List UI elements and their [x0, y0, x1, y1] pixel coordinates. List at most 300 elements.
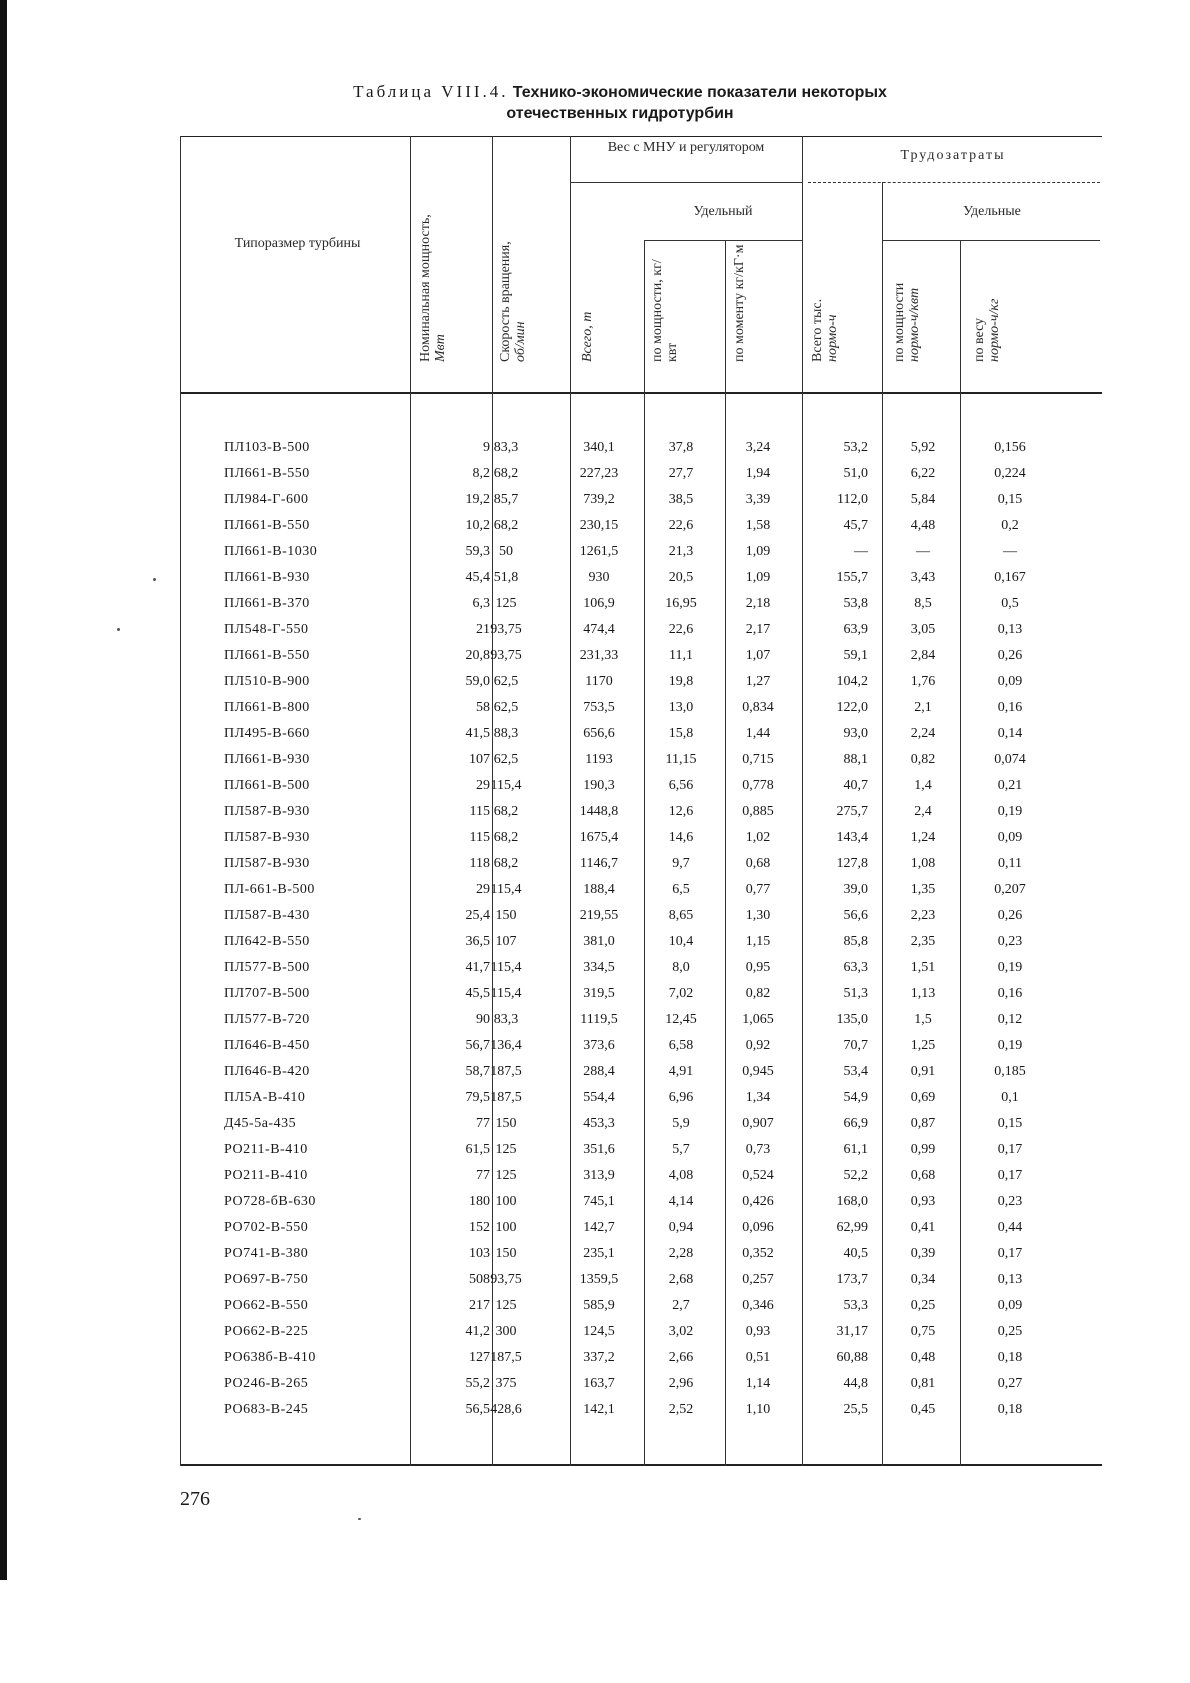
cell-power: 36,5 [465, 934, 490, 949]
cell-labor-per-weight: 0,2 [1001, 518, 1019, 533]
table-row [180, 799, 1102, 825]
cell-speed: 100 [495, 1194, 517, 1209]
cell-power: 180 [469, 1194, 490, 1209]
cell-labor-per-power: 1,76 [910, 674, 936, 689]
cell-weight-per-power: 37,8 [668, 440, 694, 455]
cell-weight-per-power: 2,68 [668, 1272, 694, 1287]
cell-labor-total: 52,2 [843, 1168, 868, 1183]
cell-labor-total: 155,7 [836, 570, 868, 585]
cell-labor-per-weight: 0,17 [997, 1142, 1023, 1157]
header-labor-total [810, 299, 840, 362]
cell-speed: 93,75 [490, 622, 522, 637]
cell-speed: 125 [495, 1168, 517, 1183]
cell-weight-total: 474,4 [583, 622, 615, 637]
cell-weight-total: 231,33 [579, 648, 619, 663]
cell-weight-per-moment: 0,73 [745, 1142, 771, 1157]
header-labor-per-weight-label: по весу [972, 317, 987, 362]
cell-labor-total: 93,0 [843, 726, 868, 741]
cell-turbine-type: ПЛ646-В-420 [224, 1064, 310, 1079]
cell-weight-per-power: 8,0 [672, 960, 690, 975]
cell-labor-per-weight: 0,23 [997, 934, 1023, 949]
cell-labor-per-power: 0,82 [910, 752, 936, 767]
cell-weight-per-power: 12,6 [668, 804, 694, 819]
table-title-line2: отечественных гидротурбин [506, 105, 734, 122]
table-row [180, 825, 1102, 851]
cell-labor-per-weight: 0,15 [997, 492, 1023, 507]
cell-power: 6,3 [472, 596, 490, 611]
cell-weight-total: 745,1 [583, 1194, 615, 1209]
cell-speed: 187,5 [490, 1064, 522, 1079]
header-labor-total-label: Всего тыс. [810, 298, 825, 362]
cell-power: 19,2 [465, 492, 490, 507]
cell-speed: 300 [495, 1324, 517, 1339]
table-title-label: Таблица VIII.4. [353, 82, 509, 101]
cell-weight-per-moment: 1,58 [745, 518, 771, 533]
cell-weight-per-moment: 1,44 [745, 726, 771, 741]
cell-labor-total: 66,9 [843, 1116, 868, 1131]
cell-power: 77 [476, 1168, 490, 1183]
cell-weight-total: 656,6 [583, 726, 615, 741]
cell-weight-per-moment: 1,30 [745, 908, 771, 923]
cell-labor-per-power: 0,75 [910, 1324, 936, 1339]
cell-weight-per-power: 5,7 [672, 1142, 690, 1157]
cell-weight-total: 1146,7 [580, 856, 618, 871]
cell-labor-per-power: 1,51 [910, 960, 936, 975]
cell-labor-per-power: 1,13 [910, 986, 936, 1001]
cell-weight-total: 381,0 [583, 934, 615, 949]
cell-turbine-type: ПЛ577-В-720 [224, 1012, 310, 1027]
cell-weight-per-power: 15,8 [668, 726, 694, 741]
cell-weight-total: 142,1 [583, 1402, 615, 1417]
cell-weight-per-moment: 2,17 [745, 622, 771, 637]
cell-weight-total: 340,1 [583, 440, 615, 455]
cell-weight-per-power: 19,8 [668, 674, 694, 689]
cell-power: 9 [483, 440, 490, 455]
table-row [180, 1371, 1102, 1397]
cell-labor-per-weight: 0,1 [1001, 1090, 1019, 1105]
table-row [180, 1189, 1102, 1215]
cell-power: 41,2 [465, 1324, 490, 1339]
cell-labor-per-weight: 0,16 [997, 986, 1023, 1001]
table-row [180, 903, 1102, 929]
cell-labor-total: 143,4 [836, 830, 868, 845]
cell-labor-per-power: 1,25 [910, 1038, 936, 1053]
table-row [180, 851, 1102, 877]
cell-weight-per-power: 22,6 [668, 622, 694, 637]
cell-weight-per-moment: 1,07 [745, 648, 771, 663]
cell-weight-per-moment: 0,096 [742, 1220, 774, 1235]
cell-turbine-type: РО697-В-750 [224, 1272, 309, 1287]
cell-weight-per-power: 2,7 [672, 1298, 690, 1313]
cell-weight-per-power: 6,56 [668, 778, 694, 793]
cell-weight-total: 235,1 [583, 1246, 615, 1261]
cell-labor-per-power: 0,91 [910, 1064, 936, 1079]
cell-labor-per-power: 0,68 [910, 1168, 936, 1183]
cell-power: 45,5 [465, 986, 490, 1001]
cell-speed: 125 [495, 596, 517, 611]
cell-labor-total: 45,7 [843, 518, 868, 533]
table-row [180, 513, 1102, 539]
cell-weight-per-moment: 1,09 [745, 544, 771, 559]
cell-turbine-type: Д45-5а-435 [224, 1116, 297, 1131]
cell-labor-per-weight: 0,156 [994, 440, 1026, 455]
header-weight-total [580, 312, 595, 362]
cell-labor-total: 63,3 [843, 960, 868, 975]
header-weight-per-power: по мощности, кг/квт [650, 259, 680, 362]
cell-labor-per-weight: 0,27 [997, 1376, 1023, 1391]
table-row [180, 591, 1102, 617]
cell-turbine-type: РО662-В-550 [224, 1298, 309, 1313]
cell-weight-per-power: 6,96 [668, 1090, 694, 1105]
cell-speed: 83,3 [493, 1012, 519, 1027]
cell-weight-per-power: 4,08 [668, 1168, 694, 1183]
cell-weight-per-moment: 0,715 [742, 752, 774, 767]
cell-turbine-type: РО246-В-265 [224, 1376, 309, 1391]
cell-weight-total: 288,4 [583, 1064, 615, 1079]
cell-labor-per-power: 1,24 [910, 830, 936, 845]
cell-weight-per-power: 16,95 [665, 596, 697, 611]
cell-turbine-type: ПЛ661-В-550 [224, 518, 310, 533]
cell-labor-total: 104,2 [836, 674, 868, 689]
table-row [180, 1163, 1102, 1189]
cell-weight-per-moment: 1,02 [745, 830, 771, 845]
cell-labor-total: 51,3 [843, 986, 868, 1001]
cell-weight-per-moment: 0,834 [742, 700, 774, 715]
cell-weight-per-moment: 3,39 [745, 492, 771, 507]
table-row [180, 539, 1102, 565]
cell-weight-per-power: 11,15 [665, 752, 697, 767]
cell-turbine-type: ПЛ587-В-930 [224, 830, 310, 845]
cell-power: 58,7 [465, 1064, 490, 1079]
cell-power: 55,2 [465, 1376, 490, 1391]
cell-labor-total: 25,5 [843, 1402, 868, 1417]
cell-weight-per-moment: 0,93 [745, 1324, 771, 1339]
cell-weight-total: 1675,4 [579, 830, 619, 845]
cell-power: 41,7 [465, 960, 490, 975]
cell-labor-per-power: 0,48 [910, 1350, 936, 1365]
cell-weight-per-power: 12,45 [665, 1012, 697, 1027]
cell-weight-per-power: 4,91 [668, 1064, 694, 1079]
cell-labor-total: 39,0 [843, 882, 868, 897]
cell-weight-per-power: 2,52 [668, 1402, 694, 1417]
cell-labor-total: 70,7 [843, 1038, 868, 1053]
cell-weight-per-moment: 0,524 [742, 1168, 774, 1183]
cell-speed: 428,6 [490, 1402, 522, 1417]
cell-power: 25,4 [465, 908, 490, 923]
table-row [180, 929, 1102, 955]
cell-weight-total: 453,3 [583, 1116, 615, 1131]
cell-turbine-type: ПЛ587-В-930 [224, 856, 310, 871]
cell-labor-total: 31,17 [836, 1324, 868, 1339]
cell-labor-per-power: 0,39 [910, 1246, 936, 1261]
cell-labor-per-power: 1,5 [914, 1012, 932, 1027]
cell-labor-per-weight: 0,09 [997, 674, 1023, 689]
cell-weight-total: 313,9 [583, 1168, 615, 1183]
cell-labor-total: 62,99 [836, 1220, 868, 1235]
table-row [180, 1215, 1102, 1241]
cell-labor-total: 53,3 [843, 1298, 868, 1313]
cell-power: 8,2 [472, 466, 490, 481]
cell-labor-total: 54,9 [843, 1090, 868, 1105]
cell-turbine-type: РО702-В-550 [224, 1220, 309, 1235]
cell-labor-per-weight: 0,16 [997, 700, 1023, 715]
cell-weight-total: 585,9 [583, 1298, 615, 1313]
cell-weight-total: 334,5 [583, 960, 615, 975]
cell-labor-per-power: 0,69 [910, 1090, 936, 1105]
cell-labor-total: 60,88 [836, 1350, 868, 1365]
cell-labor-per-power: 2,1 [914, 700, 932, 715]
cell-power: 58 [476, 700, 490, 715]
cell-labor-total: 275,7 [836, 804, 868, 819]
cell-labor-per-weight: 0,13 [997, 1272, 1023, 1287]
cell-labor-per-power: 4,48 [910, 518, 936, 533]
cell-weight-per-moment: 0,945 [742, 1064, 774, 1079]
cell-labor-per-power: 0,45 [910, 1402, 936, 1417]
cell-power: 10,2 [465, 518, 490, 533]
header-labor-per-weight [972, 299, 1002, 362]
cell-speed: 62,5 [493, 752, 519, 767]
cell-weight-total: 1170 [585, 674, 613, 689]
header-labor-per-power-unit: нормо-ч/квт [907, 287, 922, 362]
cell-labor-per-power: 2,23 [910, 908, 936, 923]
cell-speed: 375 [495, 1376, 517, 1391]
cell-weight-total: 142,7 [583, 1220, 615, 1235]
table-row [180, 1345, 1102, 1371]
header-divider [644, 240, 802, 241]
cell-power: 59,0 [465, 674, 490, 689]
header-labor-per-power-label: по мощности [892, 282, 907, 362]
cell-labor-per-weight: 0,17 [997, 1168, 1023, 1183]
cell-turbine-type: РО741-В-380 [224, 1246, 309, 1261]
scan-edge-bar [0, 0, 7, 1580]
cell-labor-per-power: 0,81 [910, 1376, 936, 1391]
header-divider [808, 182, 1100, 183]
cell-labor-total: 44,8 [843, 1376, 868, 1391]
cell-weight-total: 337,2 [583, 1350, 615, 1365]
header-weight-group: Вес с МНУ и регулятором [607, 140, 765, 155]
cell-speed: 150 [495, 1246, 517, 1261]
cell-labor-per-weight: 0,23 [997, 1194, 1023, 1209]
table-row [180, 747, 1102, 773]
cell-weight-total: 124,5 [583, 1324, 615, 1339]
header-speed-unit: об/мин [513, 321, 528, 362]
table-row [180, 669, 1102, 695]
cell-labor-per-weight: 0,11 [998, 856, 1022, 871]
cell-labor-per-weight: 0,09 [997, 1298, 1023, 1313]
cell-labor-per-power: 1,4 [914, 778, 932, 793]
cell-labor-per-weight: 0,09 [997, 830, 1023, 845]
cell-labor-total: 51,0 [843, 466, 868, 481]
cell-labor-per-power: 5,92 [910, 440, 936, 455]
cell-power: 152 [469, 1220, 490, 1235]
cell-turbine-type: ПЛ661-В-550 [224, 648, 310, 663]
cell-labor-total: 122,0 [836, 700, 868, 715]
cell-weight-per-moment: 1,94 [745, 466, 771, 481]
cell-power: 41,5 [465, 726, 490, 741]
cell-labor-per-power: 8,5 [914, 596, 932, 611]
header-power-label: Номинальная мощность, [418, 214, 433, 362]
cell-weight-per-moment: 1,065 [742, 1012, 774, 1027]
cell-labor-per-weight: 0,17 [997, 1246, 1023, 1261]
cell-speed: 150 [495, 908, 517, 923]
cell-labor-total: 40,5 [843, 1246, 868, 1261]
cell-turbine-type: ПЛ661-В-930 [224, 752, 310, 767]
header-speed [498, 241, 528, 362]
cell-labor-total: 88,1 [843, 752, 868, 767]
table-row [180, 461, 1102, 487]
cell-weight-per-power: 2,28 [668, 1246, 694, 1261]
cell-labor-per-power: 0,87 [910, 1116, 936, 1131]
cell-power: 115 [469, 830, 490, 845]
cell-weight-total: 1193 [585, 752, 613, 767]
header-power-unit: Мвт [433, 334, 448, 362]
scan-speck [153, 578, 156, 581]
cell-weight-per-power: 5,9 [672, 1116, 690, 1131]
cell-weight-per-power: 2,66 [668, 1350, 694, 1365]
cell-speed: 107 [495, 934, 517, 949]
cell-power: 56,7 [465, 1038, 490, 1053]
cell-weight-per-power: 6,5 [672, 882, 690, 897]
cell-labor-total: 53,8 [843, 596, 868, 611]
cell-turbine-type: ПЛ707-В-500 [224, 986, 310, 1001]
cell-labor-per-power: 0,34 [910, 1272, 936, 1287]
cell-weight-total: 1359,5 [579, 1272, 619, 1287]
cell-weight-per-moment: 0,885 [742, 804, 774, 819]
cell-labor-per-power: 0,99 [910, 1142, 936, 1157]
header-bottom-rule [180, 392, 1102, 394]
cell-labor-per-power: — [916, 544, 930, 559]
cell-labor-per-weight: 0,25 [997, 1324, 1023, 1339]
cell-labor-per-weight: 0,18 [997, 1402, 1023, 1417]
cell-weight-total: 1261,5 [579, 544, 619, 559]
cell-speed: 100 [495, 1220, 517, 1235]
cell-weight-per-moment: 0,907 [742, 1116, 774, 1131]
cell-weight-per-moment: 0,51 [745, 1350, 771, 1365]
cell-turbine-type: РО211-В-410 [224, 1168, 308, 1183]
cell-labor-total: 56,6 [843, 908, 868, 923]
cell-speed: 187,5 [490, 1350, 522, 1365]
cell-weight-per-power: 9,7 [672, 856, 690, 871]
cell-weight-total: 106,9 [583, 596, 615, 611]
cell-speed: 115,4 [490, 960, 522, 975]
cell-labor-total: 53,2 [843, 440, 868, 455]
table-row [180, 721, 1102, 747]
cell-power: 56,5 [465, 1402, 490, 1417]
cell-weight-per-moment: 0,77 [745, 882, 771, 897]
cell-weight-total: 219,55 [579, 908, 619, 923]
cell-weight-per-power: 0,94 [668, 1220, 694, 1235]
table-title-line1: Технико-экономические показатели некоторых [512, 84, 887, 101]
table-row [180, 877, 1102, 903]
cell-labor-per-weight: 0,15 [997, 1116, 1023, 1131]
cell-labor-per-power: 2,84 [910, 648, 936, 663]
cell-weight-per-moment: 0,257 [742, 1272, 774, 1287]
cell-power: 77 [476, 1116, 490, 1131]
table-row [180, 1241, 1102, 1267]
cell-weight-per-moment: 0,352 [742, 1246, 774, 1261]
cell-weight-total: 319,5 [583, 986, 615, 1001]
cell-weight-per-moment: 1,10 [745, 1402, 771, 1417]
cell-turbine-type: ПЛ103-В-500 [224, 440, 310, 455]
cell-speed: 68,2 [493, 804, 519, 819]
cell-speed: 115,4 [490, 986, 522, 1001]
cell-weight-per-moment: 2,18 [745, 596, 771, 611]
table-row [180, 1293, 1102, 1319]
cell-labor-total: 127,8 [836, 856, 868, 871]
cell-labor-per-weight: 0,19 [997, 804, 1023, 819]
cell-labor-per-weight: 0,074 [994, 752, 1026, 767]
cell-labor-per-power: 0,25 [910, 1298, 936, 1313]
cell-labor-total: — [854, 544, 868, 559]
cell-speed: 93,75 [490, 648, 522, 663]
cell-power: 79,5 [465, 1090, 490, 1105]
cell-weight-total: 739,2 [583, 492, 615, 507]
cell-labor-total: 53,4 [843, 1064, 868, 1079]
header-speed-label: Скорость вращения, [498, 241, 513, 362]
cell-weight-per-power: 21,3 [668, 544, 694, 559]
cell-weight-per-moment: 1,09 [745, 570, 771, 585]
table-row [180, 1007, 1102, 1033]
cell-speed: 62,5 [493, 700, 519, 715]
cell-labor-per-power: 6,22 [910, 466, 936, 481]
cell-weight-per-power: 27,7 [668, 466, 694, 481]
cell-power: 508 [469, 1272, 490, 1287]
cell-turbine-type: ПЛ495-В-660 [224, 726, 310, 741]
table-row [180, 695, 1102, 721]
header-divider [882, 240, 1100, 241]
cell-speed: 115,4 [490, 882, 522, 897]
cell-labor-total: 168,0 [836, 1194, 868, 1209]
cell-weight-per-power: 2,96 [668, 1376, 694, 1391]
cell-speed: 150 [495, 1116, 517, 1131]
table-body [180, 435, 1102, 1423]
cell-weight-total: 1119,5 [580, 1012, 618, 1027]
cell-labor-per-weight: 0,19 [997, 1038, 1023, 1053]
cell-power: 20,8 [465, 648, 490, 663]
cell-speed: 51,8 [493, 570, 519, 585]
cell-labor-total: 59,1 [843, 648, 868, 663]
header-weight-total-label: Всего, т [580, 311, 595, 362]
cell-power: 115 [469, 804, 490, 819]
cell-speed: 85,7 [493, 492, 519, 507]
cell-weight-total: 351,6 [583, 1142, 615, 1157]
cell-weight-per-moment: 0,92 [745, 1038, 771, 1053]
cell-speed: 68,2 [493, 466, 519, 481]
header-labor-group: Трудозатраты [900, 148, 1006, 163]
header-labor-per-power [892, 283, 922, 362]
cell-weight-per-moment: 0,778 [742, 778, 774, 793]
cell-turbine-type: РО662-В-225 [224, 1324, 309, 1339]
cell-weight-total: 190,3 [583, 778, 615, 793]
cell-turbine-type: ПЛ587-В-930 [224, 804, 310, 819]
cell-weight-per-power: 11,1 [669, 648, 693, 663]
cell-labor-per-weight: 0,26 [997, 908, 1023, 923]
table-row [180, 1319, 1102, 1345]
cell-power: 127 [469, 1350, 490, 1365]
cell-speed: 50 [499, 544, 513, 559]
header-weight-per-moment: по моменту кг/кГ·м [732, 244, 747, 362]
scan-speck [358, 1518, 361, 1520]
cell-turbine-type: ПЛ984-Г-600 [224, 492, 309, 507]
cell-weight-total: 753,5 [583, 700, 615, 715]
cell-labor-per-power: 1,08 [910, 856, 936, 871]
cell-speed: 62,5 [493, 674, 519, 689]
table-row [180, 487, 1102, 513]
cell-labor-total: 61,1 [843, 1142, 868, 1157]
cell-labor-per-weight: 0,18 [997, 1350, 1023, 1365]
scan-speck [117, 628, 120, 631]
cell-weight-per-power: 10,4 [668, 934, 694, 949]
